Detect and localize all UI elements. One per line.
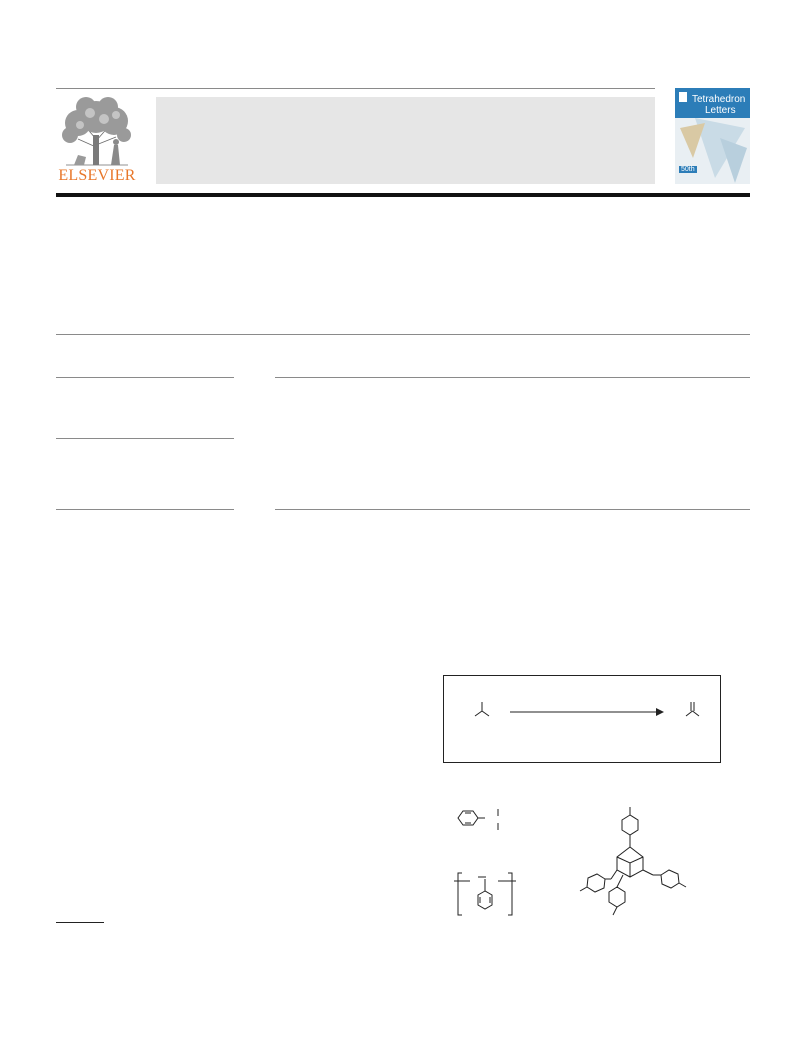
cover-title-line1: Tetrahedron — [692, 94, 746, 105]
cover-title-line2: Letters — [705, 105, 736, 116]
reaction-arrow-head-icon — [656, 708, 664, 716]
elsevier-wordmark: ELSEVIER — [58, 167, 136, 184]
polymer-reagent-structure — [450, 865, 525, 920]
abstract-rule-top — [275, 377, 750, 378]
tetraaryl-adamantane-structure — [575, 805, 705, 920]
hypervalent-iodine-structure — [455, 805, 505, 835]
left-column-rule-bottom — [56, 509, 234, 510]
top-rule — [56, 88, 655, 89]
footnote-rule — [56, 922, 104, 923]
journal-header-banner — [156, 97, 655, 184]
reaction-scheme-drawing — [443, 675, 721, 763]
left-column-rule-middle — [56, 438, 234, 439]
article-info-divider — [56, 334, 750, 335]
elsevier-tree-logo-icon — [56, 95, 138, 167]
left-column-rule-top — [56, 377, 234, 378]
abstract-rule-bottom — [275, 509, 750, 510]
journal-cover-thumbnail — [675, 88, 750, 184]
cover-badge: 50th — [681, 166, 695, 173]
masthead-bar — [56, 193, 750, 197]
